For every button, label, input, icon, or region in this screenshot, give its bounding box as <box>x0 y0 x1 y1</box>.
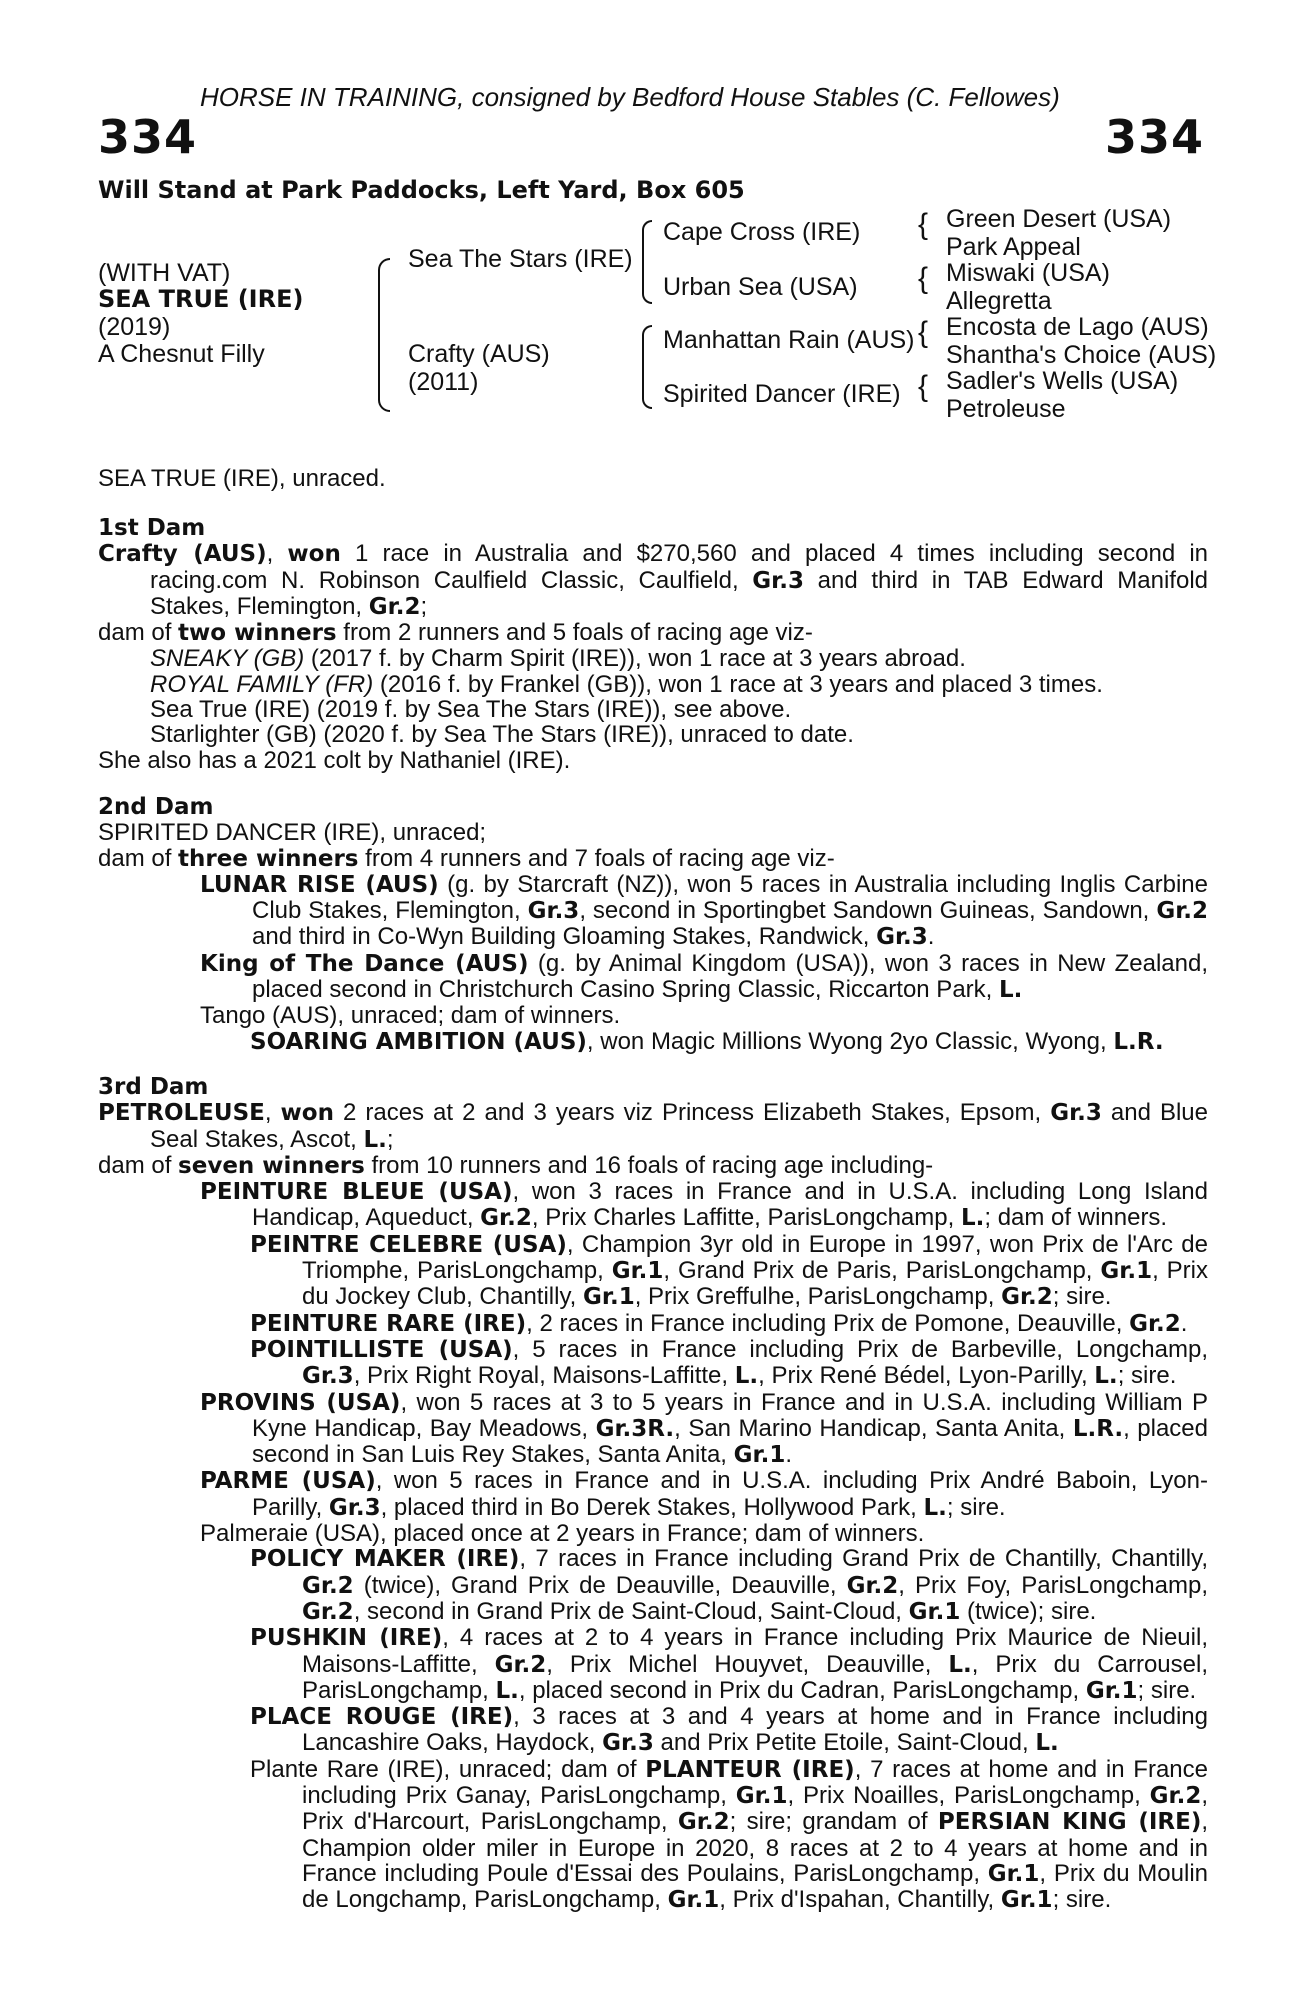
produce-1: SNEAKY (GB) (2017 f. by Charm Spirit (IRE)), won 1 race at 3 years abroad. <box>150 645 966 673</box>
third-dam-produce-palmeraie: Palmeraie (USA), placed once at 2 years in France; dam of winners. <box>200 1520 925 1548</box>
brace-g12: { <box>918 208 929 241</box>
second-dam-line: SPIRITED DANCER (IRE), unraced; <box>98 819 487 847</box>
horse-name: SEA TRUE (IRE) <box>98 285 304 313</box>
granddam-4: Petroleuse <box>946 395 1066 423</box>
third-dam-heading: 3rd Dam <box>98 1074 209 1100</box>
granddam-1: Park Appeal <box>946 233 1081 261</box>
grandproduce-pointilliste: POINTILLISTE (USA), 5 races in France including Prix de Barbeville, Longchamp, Gr.3, Prix Right Royal, Maisons-Laffitte, L., Prix René Bédel, Lyon-Parilly, L.; sire. <box>250 1335 1209 1390</box>
brace-sire <box>642 220 652 304</box>
second-dam-produce-2: King of The Dance (AUS) (g. by Animal Kingdom (USA)), won 3 races in New Zealand, placed second in Christchurch Casino Spring Classic, Riccarton Park, L. <box>200 949 1209 1004</box>
vat-label: (WITH VAT) <box>98 259 231 287</box>
first-dam-record: Crafty (AUS), won 1 race in Australia and $270,560 and placed 4 times including second in racing.com N. Robinson Caulfield Classic, Caulfield, Gr.3 and third in TAB Edward Manifold Stakes, Flemington, Gr.2; <box>98 540 1208 620</box>
stand-location: Will Stand at Park Paddocks, Left Yard, Box 605 <box>98 176 745 204</box>
third-dam-produce-provins: PROVINS (USA), won 5 races at 3 to 5 years in France and in U.S.A. including William P Kyne Handicap, Bay Meadows, Gr.3R., San Marino Handicap, Santa Anita, L.R., placed second in San Luis Rey Stakes, Santa Anita, Gr.1. <box>200 1388 1209 1469</box>
sire-sire: Cape Cross (IRE) <box>663 218 861 246</box>
brace-g56: { <box>918 316 929 349</box>
dam-dam: Spirited Dancer (IRE) <box>663 380 901 408</box>
first-dam-produce-summary: dam of two winners from 2 runners and 5 foals of racing age viz- <box>98 619 813 647</box>
grandproduce-policy-maker: POLICY MAKER (IRE), 7 races in France including Grand Prix de Chantilly, Chantilly, Gr.2 (twice), Grand Prix de Deauville, Deauville, Gr.2, Prix Foy, ParisLongchamp, Gr.2, second in Grand Prix de Saint-Cloud, Saint-Cloud, Gr.1 (twice); sire. <box>250 1545 1209 1625</box>
produce-4: Starlighter (GB) (2020 f. by Sea The Stars (IRE)), unraced to date. <box>150 721 854 749</box>
grandproduce-pushkin: PUSHKIN (IRE), 4 races at 2 to 4 years in France including Prix Maurice de Nieuil, Maisons-Laffitte, Gr.2, Prix Michel Houyvet, Deauville, L., Prix du Carrousel, ParisLongchamp, L., placed second in Prix du Cadran, ParisLongchamp, Gr.1; sire. <box>250 1624 1208 1704</box>
grandproduce-peinture-rare: PEINTURE RARE (IRE), 2 races in France including Prix de Pomone, Deauville, Gr.2. <box>250 1309 1188 1337</box>
sire-dam: Urban Sea (USA) <box>663 273 858 301</box>
third-dam-section <box>98 1075 1208 1914</box>
produce-also: She also has a 2021 colt by Nathaniel (IRE). <box>98 746 571 774</box>
grandproduce-place-rouge: PLACE ROUGE (IRE), 3 races at 3 and 4 years at home and in France including Lancashire Oaks, Haydock, Gr.3 and Prix Petite Etoile, Saint-Cloud, L. <box>250 1703 1209 1757</box>
third-dam-record: PETROLEUSE, won 2 races at 2 and 3 years viz Princess Elizabeth Stakes, Epsom, Gr.3 and Blue Seal Stakes, Ascot, L.; <box>98 1099 1208 1153</box>
third-dam-produce-peinture-bleue: PEINTURE BLEUE (USA), won 3 races in France and in U.S.A. including Long Island Handicap, Aqueduct, Gr.2, Prix Charles Laffitte, ParisLongchamp, L.; dam of winners. <box>200 1178 1208 1232</box>
grandsire-2: Miswaki (USA) <box>946 259 1110 287</box>
second-dam-section <box>98 795 1208 1055</box>
foaling-year: (2019) <box>98 313 171 341</box>
granddam-2: Allegretta <box>946 287 1052 315</box>
brace-main <box>378 258 390 412</box>
grandsire-4: Sadler's Wells (USA) <box>946 367 1179 395</box>
brace-g34: { <box>918 262 929 295</box>
grandproduce-peintre-celebre: PEINTRE CELEBRE (USA), Champion 3yr old in Europe in 1997, won Prix de l'Arc de Triomphe, ParisLongchamp, Gr.1, Grand Prix de Paris, ParisLongchamp, Gr.1, Prix du Jockey Club, Chantilly, Gr.1, Prix Greffulhe, ParisLongchamp, Gr.2; sire. <box>250 1230 1209 1311</box>
second-dam-produce-3: Tango (AUS), unraced; dam of winners. <box>200 1002 621 1030</box>
sire-name: Sea The Stars (IRE) <box>408 245 633 273</box>
first-dam-heading: 1st Dam <box>98 515 206 541</box>
granddam-3: Shantha's Choice (AUS) <box>946 341 1217 369</box>
produce-2: ROYAL FAMILY (FR) (2016 f. by Frankel (GB)), won 1 race at 3 years and placed 3 times. <box>150 670 1103 698</box>
horse-description: A Chesnut Filly <box>98 340 265 368</box>
second-dam-produce-summary: dam of three winners from 4 runners and 7 foals of racing age viz- <box>98 844 835 872</box>
second-dam-produce-1: LUNAR RISE (AUS) (g. by Starcraft (NZ)), won 5 races in Australia including Inglis Carbine Club Stakes, Flemington, Gr.3, second in Sportingbet Sandown Guineas, Sandown, Gr.2 and third in Co-Wyn Building Gloaming Stakes, Randwick, Gr.3. <box>200 870 1208 951</box>
summary-line: SEA TRUE (IRE), unraced. <box>98 465 386 492</box>
lot-number-left: 334 <box>98 110 198 164</box>
brace-dam <box>642 325 652 409</box>
dam-sire: Manhattan Rain (AUS) <box>663 326 915 354</box>
second-dam-grandproduce-1: SOARING AMBITION (AUS), won Magic Millions Wyong 2yo Classic, Wyong, L.R. <box>250 1027 1164 1055</box>
dam-year: (2011) <box>408 368 479 396</box>
produce-3: Sea True (IRE) (2019 f. by Sea The Stars (IRE)), see above. <box>150 696 792 724</box>
brace-g78: { <box>918 370 929 403</box>
first-dam-section <box>98 516 1208 773</box>
lot-number-right: 334 <box>1104 110 1204 164</box>
grandsire-3: Encosta de Lago (AUS) <box>946 313 1209 341</box>
third-dam-produce-summary: dam of seven winners from 10 runners and 16 foals of racing age including- <box>98 1151 934 1179</box>
second-dam-heading: 2nd Dam <box>98 794 214 820</box>
third-dam-produce-parme: PARME (USA), won 5 races in France and in U.S.A. including Prix André Baboin, Lyon-Parilly, Gr.3, placed third in Bo Derek Stakes, Hollywood Park, L.; sire. <box>200 1467 1208 1521</box>
grandsire-1: Green Desert (USA) <box>946 205 1172 233</box>
grandproduce-plante-rare: Plante Rare (IRE), unraced; dam of PLANTEUR (IRE), 7 races at home and in France including Prix Ganay, ParisLongchamp, Gr.1, Prix Noailles, ParisLongchamp, Gr.2, Prix d'Harcourt, ParisLongchamp, Gr.2; sire; grandam of PERSIAN KING (IRE), Champion older miler in Europe in 2020, 8 races at 2 to 4 years at home and in France including Poule d'Essai des Poulains, ParisLongchamp, Gr.1, Prix du Moulin de Longchamp, ParisLongchamp, Gr.1, Prix d'Ispahan, Chantilly, Gr.1; sire. <box>250 1755 1209 1914</box>
consignor-line: HORSE IN TRAINING, consigned by Bedford House Stables (C. Fellowes) <box>200 82 1060 112</box>
dam-name: Crafty (AUS) <box>408 340 550 368</box>
